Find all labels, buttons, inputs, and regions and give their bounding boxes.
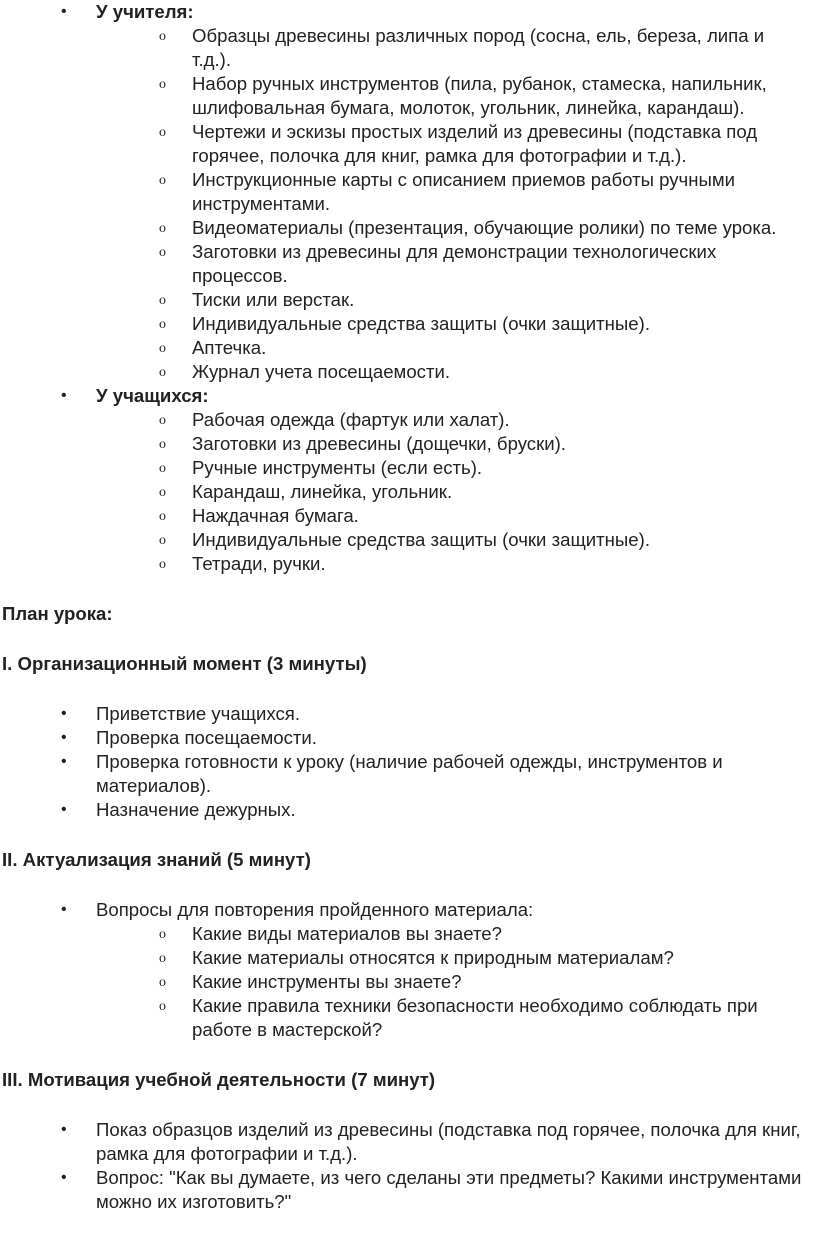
list-item: o Инструкционные карты с описанием приемов работы ручными инструментами. — [0, 168, 806, 216]
list-item: o Какие правила техники безопасности необходимо соблюдать при работе в мастерской? — [0, 994, 806, 1042]
list-item: • Назначение дежурных. — [0, 798, 816, 822]
list-item: • Проверка готовности к уроку (наличие рабочей одежды, инструментов и материалов). — [0, 750, 816, 798]
list-item: o Какие виды материалов вы знаете? — [0, 922, 806, 946]
list-item: o Образцы древесины различных пород (сосна, ель, береза, липа и т.д.). — [0, 24, 806, 72]
list-item — [0, 898, 816, 1042]
list-item: o Тиски или верстак. — [0, 288, 806, 312]
list-item: o Журнал учета посещаемости. — [0, 360, 806, 384]
teacher-items — [96, 24, 806, 384]
students-label: У учащихся: — [96, 385, 209, 406]
list-item: o Заготовки из древесины для демонстрации технологических процессов. — [0, 240, 806, 288]
list-item: • Проверка посещаемости. — [0, 726, 816, 750]
section3-list — [0, 1118, 816, 1214]
list-item: o Наждачная бумага. — [0, 504, 806, 528]
section2-list — [0, 898, 816, 1042]
plan-title: План урока: — [2, 603, 113, 624]
students-group — [0, 384, 816, 576]
section2-questions — [96, 922, 806, 1042]
list-item: o Индивидуальные средства защиты (очки защитные). — [0, 528, 806, 552]
list-item: o Какие инструменты вы знаете? — [0, 970, 806, 994]
list-item: o Ручные инструменты (если есть). — [0, 456, 806, 480]
list-item: • Приветствие учащихся. — [0, 702, 816, 726]
list-item: o Тетради, ручки. — [0, 552, 806, 576]
section2-lead: Вопросы для повторения пройденного материала: — [96, 899, 534, 920]
list-item: o Чертежи и эскизы простых изделий из древесины (подставка под горячее, полочка для книг, рамка для фотографии и т.д.). — [0, 120, 806, 168]
section1-title: I. Организационный момент (3 минуты) — [2, 653, 367, 674]
list-item: o Какие материалы относятся к природным материалам? — [0, 946, 806, 970]
list-item: o Набор ручных инструментов (пила, рубанок, стамеска, напильник, шлифовальная бумага, молоток, угольник, линейка, карандаш). — [0, 72, 806, 120]
teacher-label: У учителя: — [96, 1, 194, 22]
teacher-group — [0, 0, 816, 384]
list-item: o Видеоматериалы (презентация, обучающие ролики) по теме урока. — [0, 216, 806, 240]
list-item: o Заготовки из древесины (дощечки, бруски). — [0, 432, 806, 456]
section1-list — [0, 702, 816, 822]
section2-title: II. Актуализация знаний (5 минут) — [2, 849, 311, 870]
list-item: • Вопрос: "Как вы думаете, из чего сделаны эти предметы? Какими инструментами можно их изготовить?" — [0, 1166, 816, 1214]
section3-title: III. Мотивация учебной деятельности (7 минут) — [2, 1069, 436, 1090]
list-item: o Индивидуальные средства защиты (очки защитные). — [0, 312, 806, 336]
students-items — [96, 408, 806, 576]
list-item: o Карандаш, линейка, угольник. — [0, 480, 806, 504]
equipment-list — [0, 0, 816, 576]
list-item: o Аптечка. — [0, 336, 806, 360]
list-item: • Показ образцов изделий из древесины (подставка под горячее, полочка для книг, рамка для фотографии и т.д.). — [0, 1118, 816, 1166]
list-item: o Рабочая одежда (фартук или халат). — [0, 408, 806, 432]
